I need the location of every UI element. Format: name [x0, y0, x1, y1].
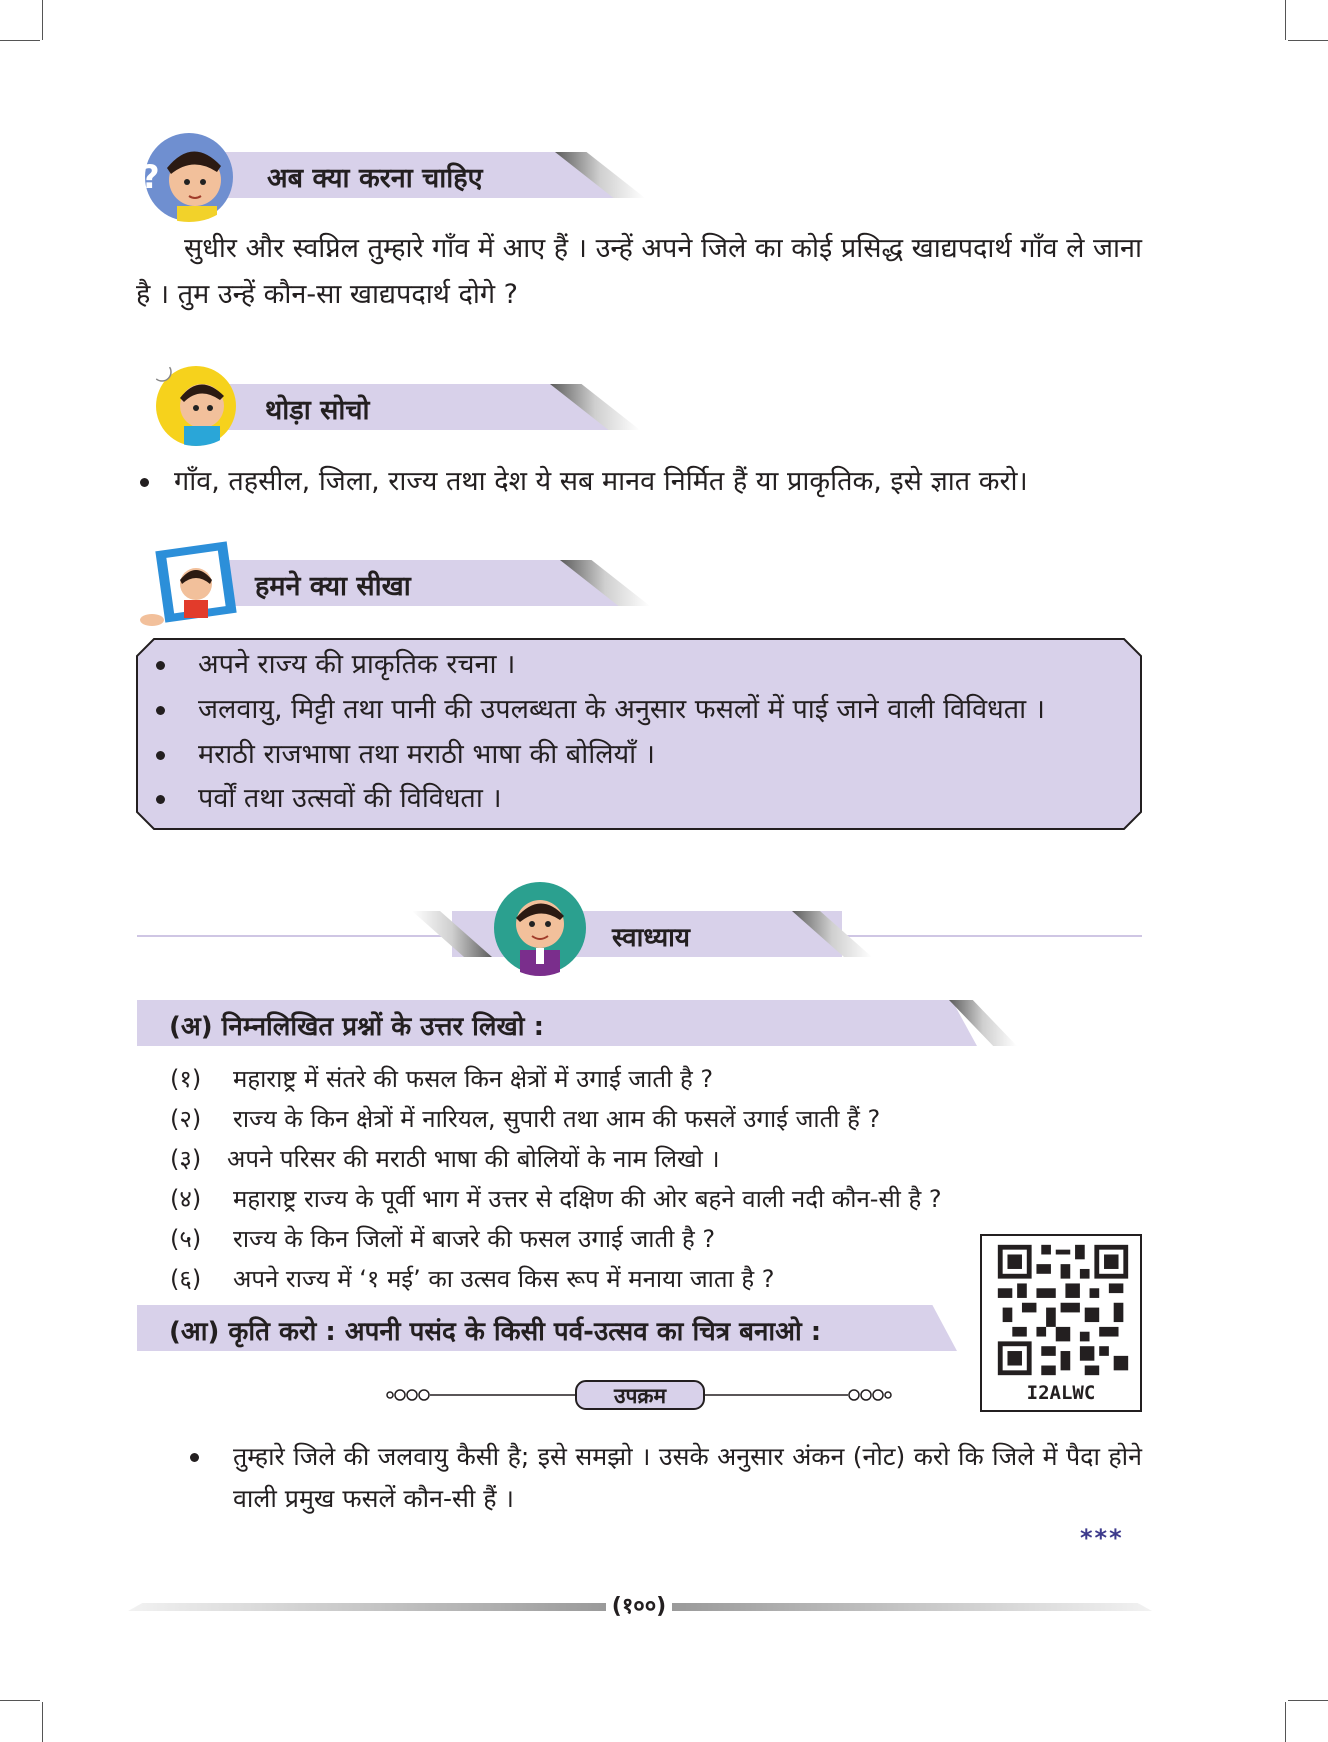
question-text: राज्य के किन जिलों में बाजरे की फसल उगाई जाती है ? — [233, 1225, 716, 1253]
question-text: राज्य के किन क्षेत्रों में नारियल, सुपारी तथा आम की फसलें उगाई जाती हैं ? — [233, 1105, 881, 1133]
question-number: (२) — [170, 1105, 202, 1133]
footer-rule-left — [128, 1603, 606, 1611]
part-b-heading: (आ) कृति करो : अपनी पसंद के किसी पर्व-उत्सव का चित्र बनाओ : — [169, 1317, 822, 1347]
think-banner — [205, 384, 645, 430]
qr-code-icon — [984, 1240, 1142, 1380]
teacher-boy-icon — [490, 880, 590, 976]
learned-banner — [205, 560, 645, 606]
bullet-dot — [156, 751, 165, 760]
part-b-banner — [137, 1305, 982, 1351]
question-number: (६) — [170, 1265, 202, 1293]
think-title: थोड़ा सोचो — [265, 395, 370, 426]
question-number: (४) — [170, 1185, 202, 1213]
thinking-boy-icon — [137, 132, 241, 222]
part-a-banner — [137, 1000, 1017, 1046]
learned-item: अपने राज्य की प्राकृतिक रचना । — [198, 649, 516, 680]
footer-rule-right — [672, 1603, 1152, 1611]
thinking-child-bulb-icon — [148, 360, 244, 446]
bullet-dot — [190, 1453, 199, 1462]
activity-divider — [384, 1378, 894, 1412]
part-a-heading: (अ) निम्नलिखित प्रश्नों के उत्तर लिखो : — [169, 1012, 544, 1042]
qr-code-label: I2ALWC — [1026, 1382, 1096, 1404]
what-to-do-paragraph: सुधीर और स्वप्निल तुम्हारे गाँव में आए हैं । उन्हें अपने जिले का कोई प्रसिद्ध खाद्यपदार्थ गाँव ले जाना है । तुम उन्हें कौन-सा खाद्यपदार्थ दोगे ? — [136, 233, 1142, 310]
learned-item: मराठी राजभाषा तथा मराठी भाषा की बोलियाँ । — [198, 739, 655, 770]
question-number: (५) — [170, 1225, 202, 1253]
crop-mark — [1288, 1700, 1328, 1701]
question-number: (१) — [170, 1065, 202, 1093]
bullet-dot — [140, 478, 149, 487]
learned-title: हमने क्या सीखा — [255, 571, 411, 602]
page-number: (१००) — [611, 1594, 667, 1619]
bullet-dot — [156, 706, 165, 715]
question-text: अपने राज्य में ‘१ मई’ का उत्सव किस रूप में मनाया जाता है ? — [233, 1265, 775, 1293]
learned-item: जलवायु, मिट्टी तथा पानी की उपलब्धता के अनुसार फसलों में पाई जाने वाली विविधता । — [198, 694, 1045, 725]
svg-text:?: ? — [141, 158, 160, 196]
what-to-do-banner — [205, 152, 645, 198]
question-text: महाराष्ट्र में संतरे की फसल किन क्षेत्रों में उगाई जाती है ? — [233, 1065, 714, 1093]
qr-code[interactable] — [980, 1234, 1142, 1412]
think-bullet-text: गाँव, तहसील, जिला, राज्य तथा देश ये सब मानव निर्मित हैं या प्राकृतिक, इसे ज्ञात करो। — [174, 466, 1028, 497]
activity-label: उपक्रम — [613, 1384, 667, 1408]
exercise-banner — [412, 911, 872, 957]
question-text: अपने परिसर की मराठी भाषा की बोलियों के नाम लिखो । — [227, 1145, 720, 1173]
exercise-title: स्वाध्याय — [612, 923, 690, 953]
question-number: (३) — [170, 1145, 202, 1173]
crop-mark — [42, 1702, 43, 1742]
bullet-dot — [156, 795, 165, 804]
crop-mark — [1288, 40, 1328, 41]
bullet-dot — [156, 661, 165, 670]
learned-item: पर्वों तथा उत्सवों की विविधता । — [198, 783, 502, 814]
crop-mark — [0, 40, 40, 41]
crop-mark — [1285, 1702, 1286, 1742]
girl-frame-icon — [140, 540, 244, 632]
crop-mark — [0, 1700, 40, 1701]
activity-text: तुम्हारे जिले की जलवायु कैसी है; इसे समझो । उसके अनुसार अंकन (नोट) करो कि जिले में पैदा होने वाली प्रमुख फसलें कौन-सी हैं । — [233, 1442, 1142, 1513]
what-to-do-title: अब क्या करना चाहिए — [267, 163, 483, 194]
crop-mark — [42, 0, 43, 40]
end-mark: *** — [1080, 1524, 1124, 1552]
crop-mark — [1285, 0, 1286, 40]
question-text: महाराष्ट्र राज्य के पूर्वी भाग में उत्तर से दक्षिण की ओर बहने वाली नदी कौन-सी है ? — [233, 1185, 942, 1213]
